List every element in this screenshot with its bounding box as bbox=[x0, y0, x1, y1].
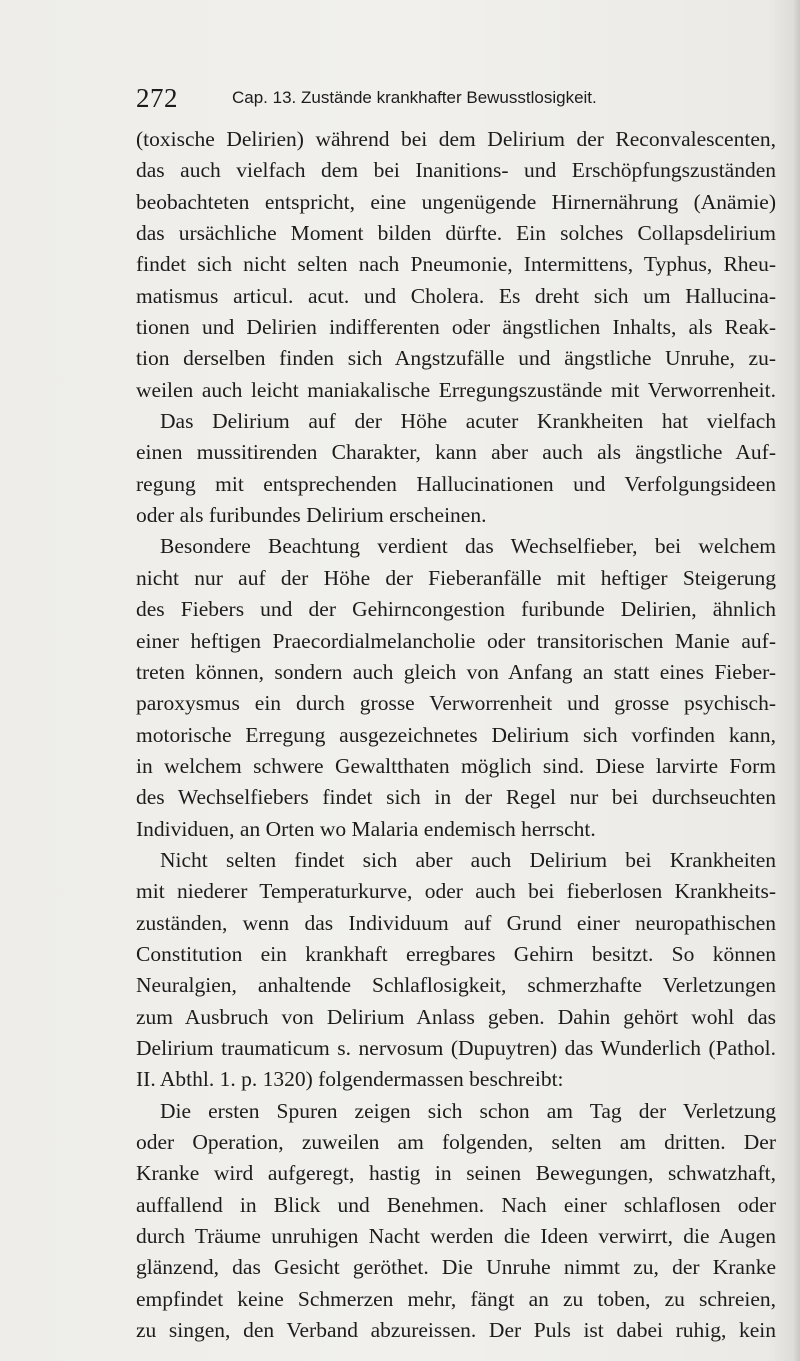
text-line: (toxische Delirien) während bei dem Delirium der Reconvalescenten, bbox=[136, 127, 776, 151]
text-line: beobachteten entspricht, eine ungenügende Hirnernährung (Anämie) bbox=[136, 189, 776, 214]
paragraph-start-line: Die ersten Spuren zeigen sich schon am Tag der Verletzung bbox=[160, 1098, 776, 1123]
text-line: Neuralgien, anhaltende Schlaflosigkeit, schmerzhafte Verletzungen bbox=[136, 973, 776, 998]
paragraph-end-line: oder als furibundes Delirium erscheinen. bbox=[136, 503, 487, 528]
page-header bbox=[136, 80, 776, 120]
text-line: des Fiebers und der Gehirncongestion furibunde Delirien, ähnlich bbox=[136, 597, 776, 622]
text-line: zu singen, den Verband abzureissen. Der Puls ist dabei ruhig, kein bbox=[136, 1318, 776, 1343]
text-line: Kranke wird aufgeregt, hastig in seinen Bewegungen, schwatzhaft, bbox=[136, 1161, 776, 1186]
text-line: das auch vielfach dem bei Inanitions- und Erschöpfungszuständen bbox=[136, 158, 776, 183]
text-line: tionen und Delirien indifferenten oder ängstlichen Inhalts, als Reak- bbox=[136, 315, 776, 340]
paragraph-start-line: Besondere Beachtung verdient das Wechselfieber, bei welchem bbox=[160, 534, 776, 559]
text-line: findet sich nicht selten nach Pneumonie, Intermittens, Typhus, Rheu- bbox=[136, 252, 776, 277]
text-line: motorische Erregung ausgezeichnetes Delirium sich vorfinden kann, bbox=[136, 722, 776, 747]
page-edge-shadow bbox=[792, 0, 800, 1361]
text-line: mit niederer Temperaturkurve, oder auch bei fieberlosen Krankheits- bbox=[136, 879, 776, 904]
text-line: einen mussitirenden Charakter, kann aber auch als ängstliche Auf- bbox=[136, 440, 776, 465]
paragraph-end-line: II. Abthl. 1. p. 1320) folgendermassen beschreibt: bbox=[136, 1067, 564, 1092]
body-text bbox=[136, 124, 776, 1346]
text-line: durch Träume unruhigen Nacht werden die Ideen verwirrt, die Augen bbox=[136, 1224, 776, 1249]
text-line: treten können, sondern auch gleich von Anfang an statt eines Fieber- bbox=[136, 659, 776, 684]
text-line: paroxysmus ein durch grosse Verworrenheit und grosse psychisch- bbox=[136, 691, 776, 716]
page-number: 272 bbox=[136, 83, 178, 113]
text-line: matismus articul. acut. und Cholera. Es dreht sich um Hallucina- bbox=[136, 283, 776, 308]
paragraph-start-line: Das Delirium auf der Höhe acuter Krankheiten hat vielfach bbox=[160, 409, 776, 434]
text-line: zum Ausbruch von Delirium Anlass geben. Dahin gehört wohl das bbox=[136, 1004, 776, 1029]
text-line: nicht nur auf der Höhe der Fieberanfälle mit heftiger Steigerung bbox=[136, 565, 776, 590]
text-line: tion derselben finden sich Angstzufälle und ängstliche Unruhe, zu- bbox=[136, 346, 776, 371]
text-line: empfindet keine Schmerzen mehr, fängt an zu toben, zu schreien, bbox=[136, 1286, 776, 1311]
text-line: oder Operation, zuweilen am folgenden, selten am dritten. Der bbox=[136, 1130, 776, 1154]
paragraph-start-line: Nicht selten findet sich aber auch Delirium bei Krankheiten bbox=[160, 847, 776, 872]
paragraph-end-line: Individuen, an Orten wo Malaria endemisch herrscht. bbox=[136, 816, 596, 841]
text-line: Constitution ein krankhaft erregbares Gehirn besitzt. So können bbox=[136, 941, 776, 966]
text-line: regung mit entsprechenden Hallucinationen und Verfolgungsideen bbox=[136, 471, 776, 496]
text-line: einer heftigen Praecordialmelancholie oder transitorischen Manie auf- bbox=[136, 628, 776, 653]
text-line: Delirium traumaticum s. nervosum (Dupuytren) das Wunderlich (Pathol. bbox=[136, 1035, 776, 1060]
text-line: glänzend, das Gesicht geröthet. Die Unruhe nimmt zu, der Kranke bbox=[136, 1255, 776, 1280]
text-line: das ursächliche Moment bilden dürfte. Ein solches Collapsdelirium bbox=[136, 221, 776, 246]
text-line: weilen auch leicht maniakalische Erregungszustände mit Verworrenheit. bbox=[136, 377, 776, 402]
text-line: auffallend in Blick und Benehmen. Nach einer schlaflosen oder bbox=[136, 1192, 776, 1217]
text-line: in welchem schwere Gewaltthaten möglich sind. Diese larvirte Form bbox=[136, 753, 776, 778]
running-head: Cap. 13. Zustände krankhafter Bewusstlosigkeit. bbox=[232, 88, 597, 107]
text-line: zuständen, wenn das Individuum auf Grund einer neuropathischen bbox=[136, 910, 776, 935]
text-line: des Wechselfiebers findet sich in der Regel nur bei durchseuchten bbox=[136, 785, 776, 810]
